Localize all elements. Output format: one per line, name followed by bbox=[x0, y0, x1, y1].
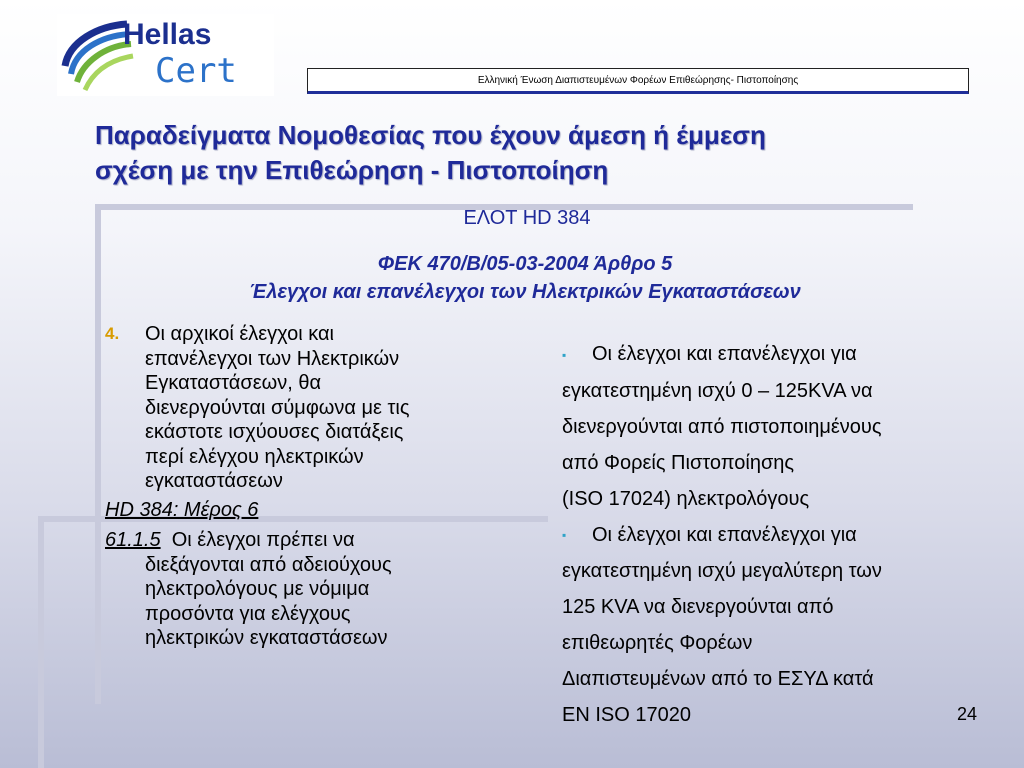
item-line: επανέλεγχοι των Ηλεκτρικών bbox=[145, 347, 400, 370]
item-line: εγκαταστάσεων bbox=[145, 470, 283, 492]
organization-header bbox=[307, 68, 969, 94]
logo-text-hellas: Hellas bbox=[123, 18, 212, 51]
item-line: διενεργούνται σύμφωνα με τις bbox=[145, 396, 410, 419]
item-line: Οι αρχικοί έλεγχοι και bbox=[145, 323, 334, 345]
bullet-line: επιθεωρητές Φορέων bbox=[562, 632, 753, 655]
organization-name: Ελληνική Ένωση Διαπιστευμένων Φορέων Επιθεώρησης- Πιστοποίησης bbox=[477, 74, 799, 86]
clause bbox=[105, 528, 545, 651]
clause-line: διεξάγονται από αδειούχους bbox=[145, 553, 392, 576]
slide-title bbox=[95, 118, 955, 188]
fek-reference: ΦΕΚ 470/Β/05-03-2004 Άρθρο 5 bbox=[377, 253, 673, 275]
bullet-line: (ISO 17024) ηλεκτρολόγους bbox=[562, 487, 810, 510]
square-bullet-icon: ▪ bbox=[562, 528, 567, 543]
bullet-text: Οι έλεγχοι και επανέλεγχοι για bbox=[592, 343, 857, 365]
bullet-line: εγκατεστημένη ισχύ μεγαλύτερη των bbox=[562, 560, 882, 583]
logo-text-cert: Cert bbox=[155, 51, 237, 91]
clause-line: ηλεκτρολόγους με νόμιμα bbox=[145, 578, 370, 600]
clause-reference: 61.1.5 bbox=[105, 529, 161, 551]
clause-line: Οι έλεγχοι πρέπει να bbox=[171, 529, 355, 551]
left-column bbox=[105, 322, 545, 651]
checks-heading: Έλεγχοι και επανέλεγχοι των Ηλεκτρικών Εγκαταστάσεων bbox=[249, 281, 801, 303]
law-subtitle bbox=[0, 250, 1024, 306]
bullet-line: Διαπιστευμένων από το ΕΣΥΔ κατά bbox=[562, 668, 874, 691]
bullet-first-line bbox=[562, 336, 982, 373]
bullet-text: Οι έλεγχοι και επανέλεγχοι για bbox=[592, 523, 857, 546]
bullet-first-line bbox=[562, 517, 982, 554]
item-line: εκάστοτε ισχύουσες διατάξεις bbox=[145, 421, 404, 443]
item-line: περί ελέγχου ηλεκτρικών bbox=[145, 445, 364, 468]
slide-title-line-1: Παραδείγματα Νομοθεσίας που έχουν άμεση ή έμμεση bbox=[95, 120, 766, 150]
standard-subtitle: ΕΛΟΤ HD 384 bbox=[463, 207, 591, 229]
clause-line: ηλεκτρικών εγκαταστάσεων bbox=[145, 627, 388, 649]
item-number: 4. bbox=[105, 324, 120, 343]
clause-first-line bbox=[105, 528, 545, 553]
slide-title-line-2: σχέση με την Επιθεώρηση - Πιστοποίηση bbox=[95, 155, 609, 185]
page-number: 24 bbox=[957, 704, 978, 724]
square-bullet-icon: ▪ bbox=[562, 347, 567, 362]
bullet-line: EN ISO 17020 bbox=[562, 704, 691, 727]
right-column bbox=[562, 336, 982, 733]
bullet-line: διενεργούνται από πιστοποιημένους bbox=[562, 415, 882, 438]
bullet-line: εγκατεστημένη ισχύ 0 – 125KVA να bbox=[562, 379, 873, 402]
numbered-item bbox=[105, 322, 545, 494]
hd-reference: HD 384: Μέρος 6 bbox=[105, 498, 259, 521]
decorative-line-lower-left bbox=[38, 516, 44, 768]
item-text bbox=[145, 322, 410, 494]
hellascert-logo bbox=[57, 14, 274, 96]
logo-swoosh-icon bbox=[57, 14, 274, 96]
clause-line: προσόντα για ελέγχους bbox=[145, 602, 351, 625]
bullet-line: από Φορείς Πιστοποίησης bbox=[562, 451, 795, 474]
bullet-line: 125 KVA να διενεργούνται από bbox=[562, 596, 834, 619]
item-line: Εγκαταστάσεων, θα bbox=[145, 372, 322, 394]
